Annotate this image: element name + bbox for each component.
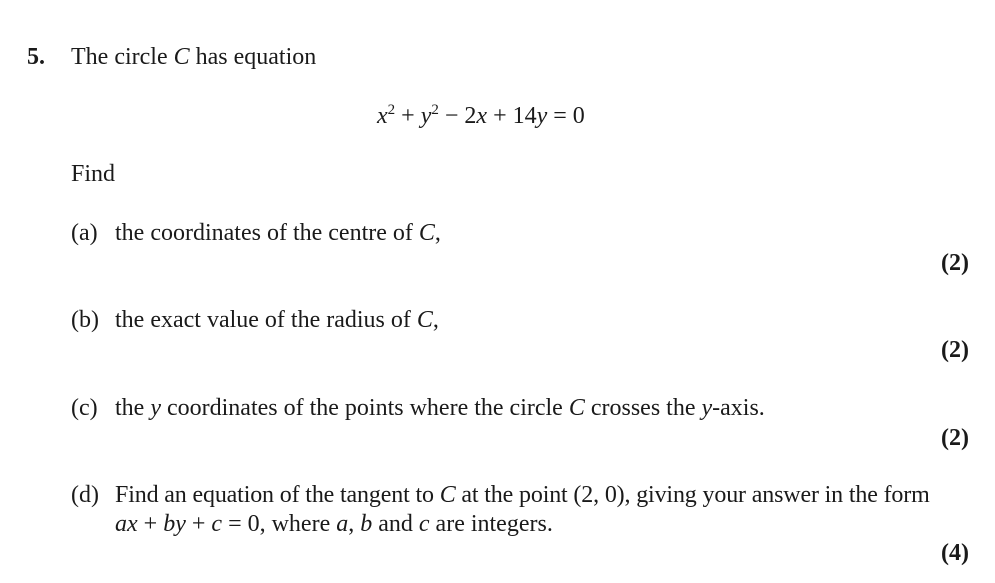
part-d-b: b xyxy=(360,511,373,537)
eq-x: x xyxy=(377,103,388,129)
part-c-label: (c) xyxy=(71,395,98,421)
part-b-variable: C xyxy=(416,307,433,333)
part-c-text xyxy=(115,396,765,420)
part-d-label: (d) xyxy=(71,482,99,508)
part-b-marks: (2) xyxy=(941,337,969,363)
part-d-c2: c xyxy=(418,511,430,537)
part-d-line1-prefix: Find an equation of the tangent to xyxy=(115,482,440,508)
part-a-prefix: the coordinates of the centre of xyxy=(115,220,419,246)
part-d-by: by xyxy=(163,511,186,537)
part-d-ax: ax xyxy=(115,511,138,537)
part-a-label: (a) xyxy=(71,220,98,246)
part-c-t2: coordinates of the points where the circle xyxy=(160,395,569,421)
eq-plus-14: + 14 xyxy=(487,103,537,129)
part-d-end: are integers. xyxy=(429,511,553,537)
circle-equation xyxy=(377,104,585,128)
part-d-comma: , xyxy=(348,511,361,537)
part-c-v2: C xyxy=(568,395,585,421)
part-d-a: a xyxy=(336,511,349,537)
eq-minus-2: − 2 xyxy=(438,103,477,129)
intro-suffix: has equation xyxy=(189,44,317,70)
intro-prefix: The circle xyxy=(71,44,174,70)
part-a-marks: (2) xyxy=(941,250,969,276)
part-d-line2 xyxy=(115,512,553,536)
find-label: Find xyxy=(71,161,116,187)
part-b-text xyxy=(115,308,439,332)
part-d-plus-1: + xyxy=(137,511,164,537)
eq-y-exponent: 2 xyxy=(431,102,439,118)
part-c-v1: y xyxy=(150,395,161,421)
part-c-marks: (2) xyxy=(941,425,969,451)
part-c-t4: -axis. xyxy=(712,395,765,421)
part-c-v3: y xyxy=(701,395,713,421)
question-intro xyxy=(71,45,316,69)
part-d-and: and xyxy=(372,511,419,537)
part-a-suffix: , xyxy=(434,220,441,246)
part-c-t3: crosses the xyxy=(584,395,702,421)
part-a-text xyxy=(115,221,441,245)
part-d-line1 xyxy=(115,483,930,507)
part-d-line1-suffix: at the point (2, 0), giving your answer in the form xyxy=(455,482,930,508)
part-d-c: c xyxy=(211,511,223,537)
eq-plus-1: + xyxy=(395,103,421,129)
part-d-line1-variable: C xyxy=(439,482,456,508)
part-d-equals: = 0, where xyxy=(222,511,337,537)
part-b-prefix: the exact value of the radius of xyxy=(115,307,417,333)
eq-y-linear: y xyxy=(536,103,548,129)
eq-x-exponent: 2 xyxy=(387,102,396,118)
part-c-t1: the xyxy=(115,395,151,421)
part-a-variable: C xyxy=(418,220,435,246)
part-d-marks: (4) xyxy=(941,540,969,566)
part-b-label: (b) xyxy=(71,307,99,333)
part-b-suffix: , xyxy=(432,307,439,333)
eq-x-linear: x xyxy=(476,103,488,129)
part-d-plus-2: + xyxy=(185,511,212,537)
circle-variable: C xyxy=(173,44,190,70)
eq-y: y xyxy=(420,103,432,129)
eq-equals-zero: = 0 xyxy=(547,103,585,129)
question-number: 5. xyxy=(27,44,45,70)
